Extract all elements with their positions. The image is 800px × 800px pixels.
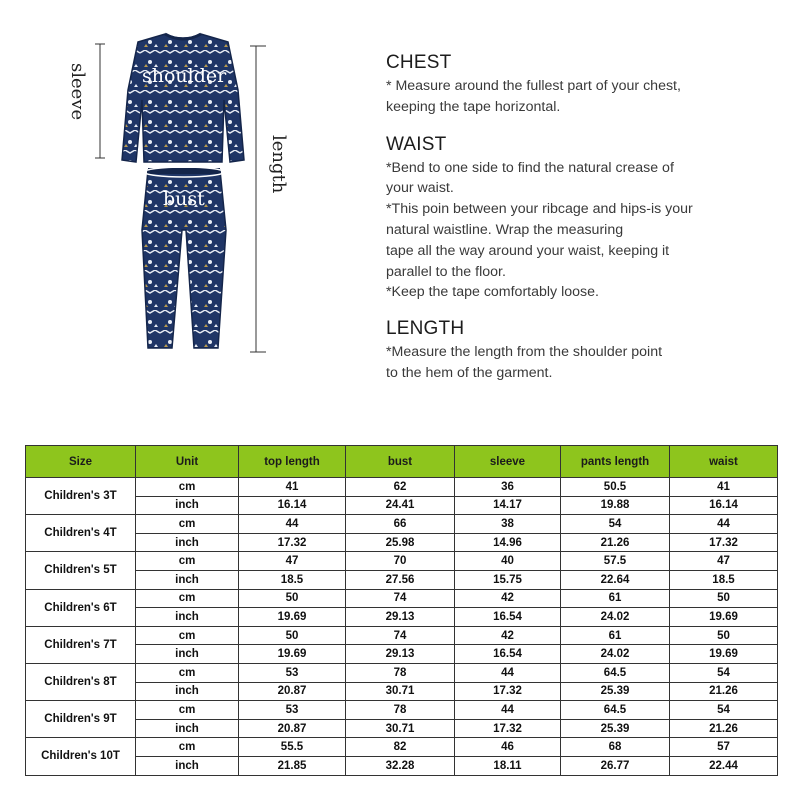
value-cell: 50 [670, 589, 778, 608]
value-cell: 18.5 [670, 570, 778, 589]
table-row [26, 756, 778, 775]
value-cell: 64.5 [561, 701, 670, 720]
waist-line: *Bend to one side to find the natural crease of [386, 159, 674, 176]
value-cell: 53 [239, 663, 346, 682]
value-cell: 61 [561, 589, 670, 608]
value-cell: 32.28 [346, 756, 455, 775]
shoulder-label: shoulder [142, 65, 227, 87]
unit-cell: cm [136, 552, 239, 571]
value-cell: 74 [346, 626, 455, 645]
value-cell: 19.69 [239, 645, 346, 664]
unit-cell: cm [136, 626, 239, 645]
waist-section [386, 134, 786, 304]
table-row [26, 608, 778, 627]
value-cell: 38 [455, 515, 561, 534]
value-cell: 16.14 [670, 496, 778, 515]
value-cell: 21.26 [670, 682, 778, 701]
size-cell: Children's 7T [26, 626, 136, 663]
waist-line: natural waistline. Wrap the measuring [386, 221, 624, 238]
unit-cell: inch [136, 608, 239, 627]
value-cell: 19.88 [561, 496, 670, 515]
measuring-instructions [386, 52, 786, 400]
value-cell: 41 [670, 478, 778, 497]
value-cell: 44 [455, 701, 561, 720]
length-arrow [250, 46, 266, 352]
value-cell: 40 [455, 552, 561, 571]
value-cell: 17.32 [670, 533, 778, 552]
waist-line: *This poin between your ribcage and hips-is your [386, 201, 693, 218]
bust-label: bust [163, 188, 205, 210]
size-chart-table [25, 445, 778, 776]
column-header: pants length [561, 446, 670, 478]
column-header: bust [346, 446, 455, 478]
length-line: *Measure the length from the shoulder point [386, 344, 663, 361]
value-cell: 55.5 [239, 738, 346, 757]
value-cell: 42 [455, 626, 561, 645]
value-cell: 17.32 [455, 719, 561, 738]
value-cell: 41 [239, 478, 346, 497]
unit-cell: cm [136, 663, 239, 682]
chest-line: keeping the tape horizontal. [386, 98, 561, 115]
value-cell: 53 [239, 701, 346, 720]
value-cell: 44 [239, 515, 346, 534]
size-cell: Children's 9T [26, 701, 136, 738]
garment-figure [60, 30, 310, 370]
unit-cell: inch [136, 533, 239, 552]
column-header: waist [670, 446, 778, 478]
value-cell: 21.26 [670, 719, 778, 738]
value-cell: 25.39 [561, 719, 670, 738]
chest-title: CHEST [386, 52, 452, 73]
value-cell: 50 [239, 626, 346, 645]
table-body [26, 478, 778, 776]
value-cell: 44 [670, 515, 778, 534]
value-cell: 57 [670, 738, 778, 757]
size-cell: Children's 3T [26, 478, 136, 515]
length-section [386, 318, 786, 384]
unit-cell: inch [136, 719, 239, 738]
value-cell: 47 [670, 552, 778, 571]
table-row [26, 626, 778, 645]
value-cell: 54 [670, 701, 778, 720]
value-cell: 54 [561, 515, 670, 534]
value-cell: 50 [670, 626, 778, 645]
table-row [26, 570, 778, 589]
value-cell: 47 [239, 552, 346, 571]
value-cell: 20.87 [239, 682, 346, 701]
value-cell: 19.69 [239, 608, 346, 627]
table-row [26, 478, 778, 497]
value-cell: 21.26 [561, 533, 670, 552]
value-cell: 19.69 [670, 645, 778, 664]
length-label: length [268, 135, 289, 194]
value-cell: 25.98 [346, 533, 455, 552]
value-cell: 57.5 [561, 552, 670, 571]
waist-title: WAIST [386, 133, 447, 155]
value-cell: 50.5 [561, 478, 670, 497]
waist-line: *Keep the tape comfortably loose. [386, 284, 599, 301]
value-cell: 30.71 [346, 682, 455, 701]
value-cell: 20.87 [239, 719, 346, 738]
waist-line: tape all the way around your waist, keeping it [386, 242, 670, 259]
length-title: LENGTH [386, 318, 465, 340]
value-cell: 17.32 [239, 533, 346, 552]
value-cell: 19.69 [670, 608, 778, 627]
unit-cell: cm [136, 478, 239, 497]
table-row [26, 552, 778, 571]
value-cell: 22.64 [561, 570, 670, 589]
value-cell: 68 [561, 738, 670, 757]
value-cell: 27.56 [346, 570, 455, 589]
sleeve-arrow [95, 44, 105, 158]
size-cell: Children's 10T [26, 738, 136, 775]
value-cell: 15.75 [455, 570, 561, 589]
table-row [26, 533, 778, 552]
value-cell: 62 [346, 478, 455, 497]
value-cell: 16.54 [455, 608, 561, 627]
unit-cell: inch [136, 496, 239, 515]
value-cell: 61 [561, 626, 670, 645]
size-cell: Children's 6T [26, 589, 136, 626]
value-cell: 14.96 [455, 533, 561, 552]
value-cell: 44 [455, 663, 561, 682]
value-cell: 78 [346, 701, 455, 720]
unit-cell: inch [136, 570, 239, 589]
value-cell: 26.77 [561, 756, 670, 775]
value-cell: 24.41 [346, 496, 455, 515]
table-row [26, 515, 778, 534]
value-cell: 16.54 [455, 645, 561, 664]
value-cell: 16.14 [239, 496, 346, 515]
column-header: Unit [136, 446, 239, 478]
value-cell: 29.13 [346, 645, 455, 664]
waist-line: parallel to the floor. [386, 263, 506, 280]
table-row [26, 496, 778, 515]
value-cell: 64.5 [561, 663, 670, 682]
value-cell: 36 [455, 478, 561, 497]
value-cell: 70 [346, 552, 455, 571]
value-cell: 18.5 [239, 570, 346, 589]
value-cell: 18.11 [455, 756, 561, 775]
size-cell: Children's 8T [26, 663, 136, 700]
value-cell: 42 [455, 589, 561, 608]
waist-line: your waist. [386, 180, 454, 197]
value-cell: 78 [346, 663, 455, 682]
unit-cell: inch [136, 756, 239, 775]
value-cell: 17.32 [455, 682, 561, 701]
chest-section [386, 52, 786, 118]
unit-cell: inch [136, 682, 239, 701]
unit-cell: cm [136, 589, 239, 608]
table-row [26, 645, 778, 664]
value-cell: 74 [346, 589, 455, 608]
length-line: to the hem of the garment. [386, 364, 553, 381]
value-cell: 24.02 [561, 608, 670, 627]
value-cell: 14.17 [455, 496, 561, 515]
unit-cell: cm [136, 701, 239, 720]
column-header: sleeve [455, 446, 561, 478]
chest-line: * Measure around the fullest part of your chest, [386, 78, 681, 94]
value-cell: 21.85 [239, 756, 346, 775]
table-row [26, 701, 778, 720]
unit-cell: cm [136, 515, 239, 534]
table-row [26, 738, 778, 757]
value-cell: 82 [346, 738, 455, 757]
value-cell: 66 [346, 515, 455, 534]
pajama-top [122, 34, 244, 162]
table-row [26, 663, 778, 682]
column-header: Size [26, 446, 136, 478]
table-row [26, 682, 778, 701]
table-row [26, 589, 778, 608]
value-cell: 54 [670, 663, 778, 682]
sleeve-label: sleeve [67, 63, 88, 121]
value-cell: 50 [239, 589, 346, 608]
value-cell: 25.39 [561, 682, 670, 701]
value-cell: 29.13 [346, 608, 455, 627]
value-cell: 24.02 [561, 645, 670, 664]
table-row [26, 719, 778, 738]
value-cell: 46 [455, 738, 561, 757]
column-header: top length [239, 446, 346, 478]
value-cell: 22.44 [670, 756, 778, 775]
unit-cell: inch [136, 645, 239, 664]
value-cell: 30.71 [346, 719, 455, 738]
size-cell: Children's 4T [26, 515, 136, 552]
size-cell: Children's 5T [26, 552, 136, 589]
table-header-row [26, 446, 778, 478]
unit-cell: cm [136, 738, 239, 757]
